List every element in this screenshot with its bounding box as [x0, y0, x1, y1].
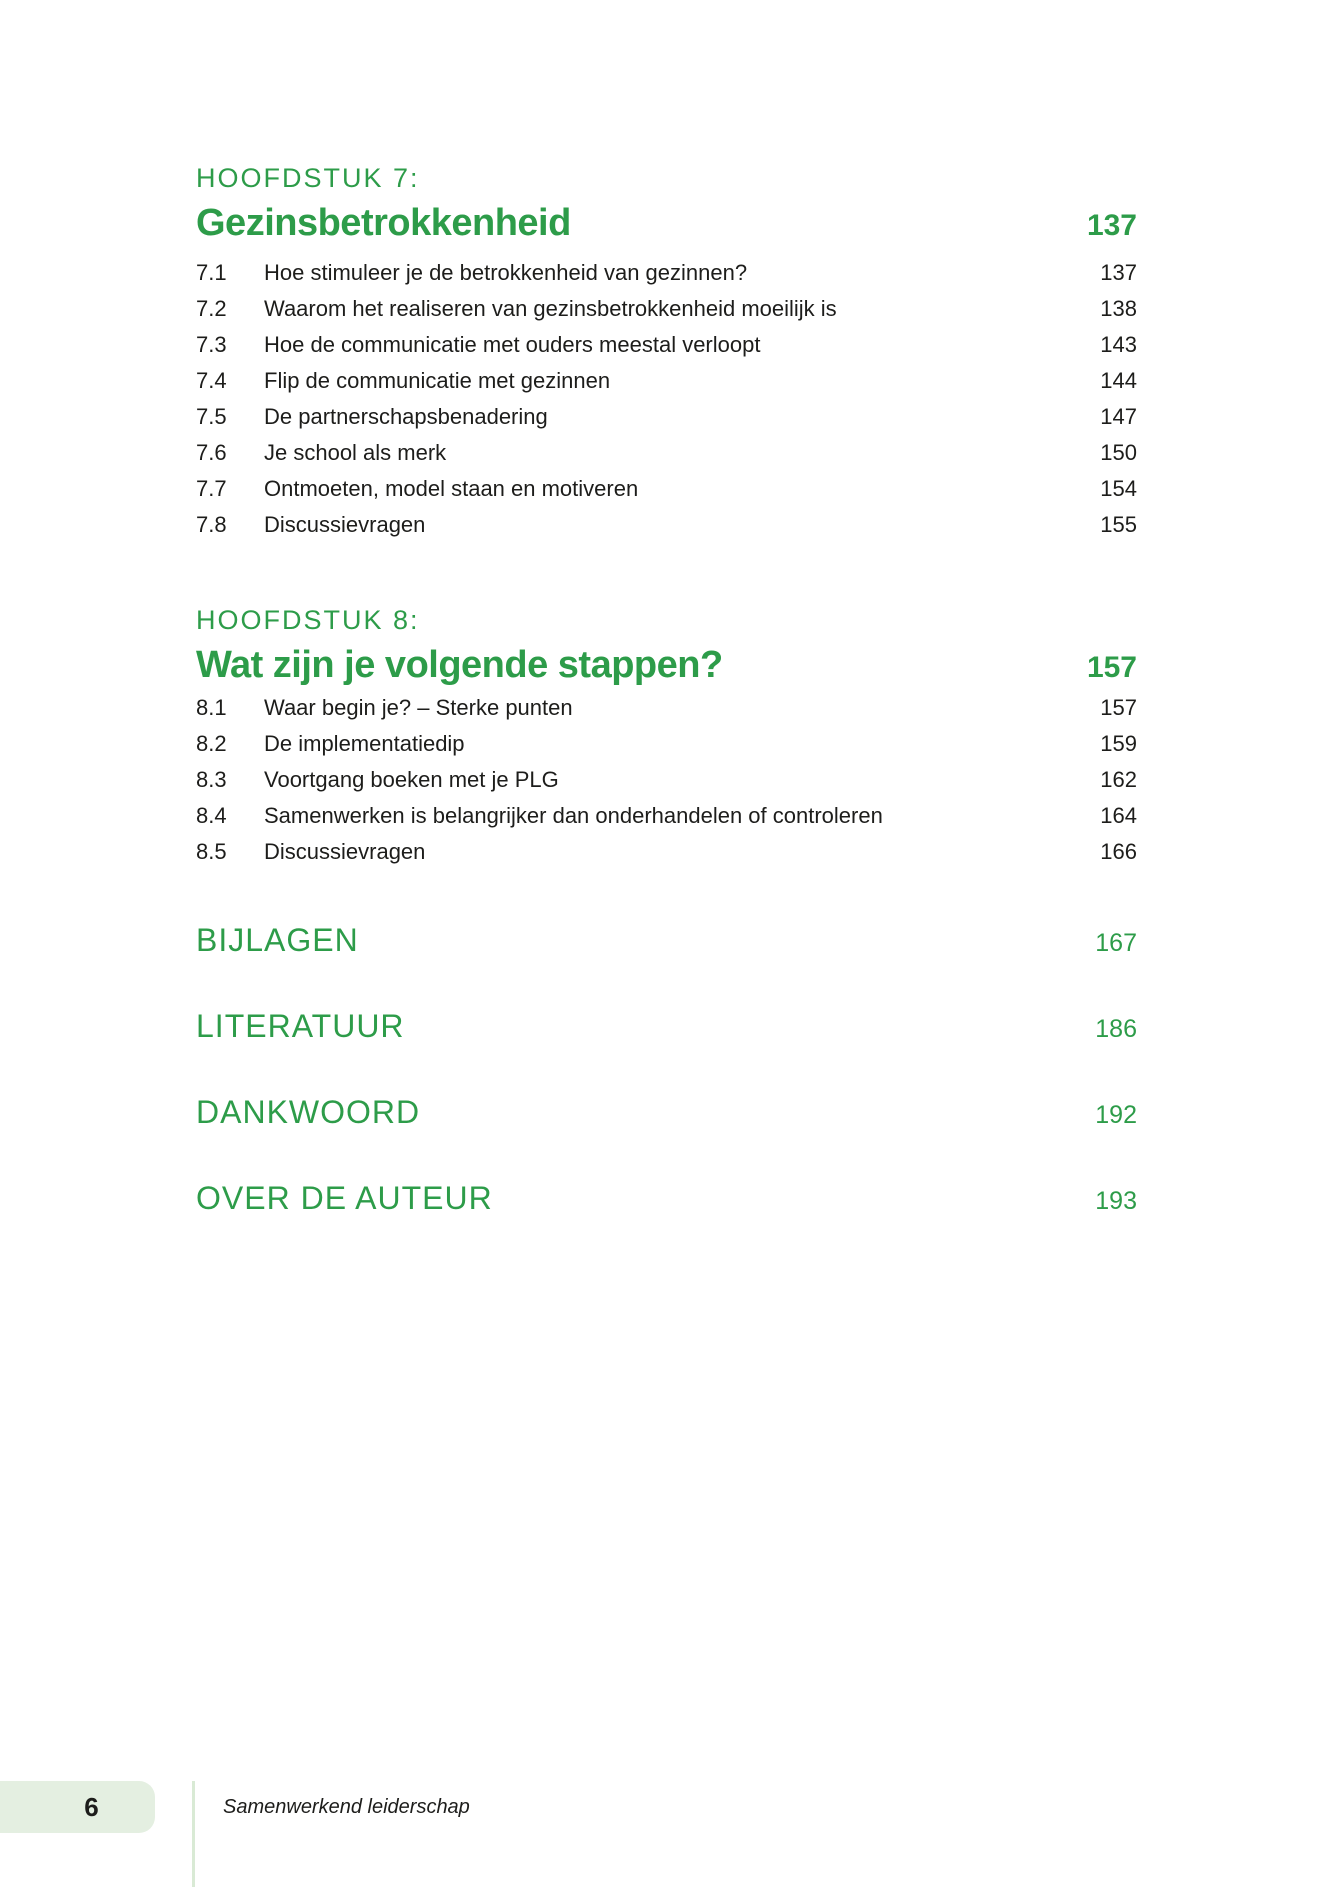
toc-entry [196, 255, 1137, 291]
entry-number: 7.1 [196, 260, 227, 285]
entry-page: 162 [1100, 767, 1137, 792]
chapter-7-title: Gezinsbetrokkenheid [196, 202, 571, 244]
backmatter-row-dankwoord [196, 1094, 1137, 1131]
entry-number: 7.6 [196, 440, 227, 465]
entry-number: 7.5 [196, 404, 227, 429]
entry-page: 166 [1100, 839, 1137, 864]
toc-entry [196, 726, 1137, 762]
toc-entry [196, 435, 1137, 471]
entry-number: 7.7 [196, 476, 227, 501]
backmatter-row-literatuur [196, 1008, 1137, 1045]
entry-page: 155 [1100, 512, 1137, 537]
backmatter-page: 186 [1095, 1015, 1137, 1043]
entry-number: 7.8 [196, 512, 227, 537]
backmatter-title: DANKWOORD [196, 1094, 421, 1130]
toc-entry [196, 363, 1137, 399]
chapter-7-page-number: 137 [1086, 209, 1137, 242]
entry-page: 157 [1100, 695, 1137, 720]
entry-title: De implementatiedip [264, 731, 465, 756]
entry-title: Discussievragen [264, 512, 426, 537]
backmatter-page: 192 [1095, 1101, 1137, 1129]
entry-page: 164 [1100, 803, 1137, 828]
entry-title: Ontmoeten, model staan en motiveren [264, 476, 639, 501]
entry-title: De partnerschapsbenadering [264, 404, 548, 429]
entry-page: 147 [1100, 404, 1137, 429]
entry-number: 8.5 [196, 839, 227, 864]
entry-page: 159 [1100, 731, 1137, 756]
entry-number: 8.4 [196, 803, 227, 828]
entry-number: 7.4 [196, 368, 227, 393]
entry-page: 150 [1100, 440, 1137, 465]
entry-number: 7.3 [196, 332, 227, 357]
entry-title: Waarom het realiseren van gezinsbetrokkenheid moeilijk is [264, 296, 837, 321]
entry-page: 154 [1100, 476, 1137, 501]
toc-entry [196, 399, 1137, 435]
footer-book-title: Samenwerkend leiderschap [223, 1796, 470, 1818]
backmatter-title: OVER DE AUTEUR [196, 1180, 493, 1216]
entry-title: Je school als merk [264, 440, 447, 465]
entry-page: 137 [1100, 260, 1137, 285]
chapter-8-title-row [196, 645, 1137, 685]
backmatter-row-bijlagen [196, 922, 1137, 959]
toc-entry [196, 762, 1137, 798]
entry-page: 138 [1100, 296, 1137, 321]
toc-entry [196, 471, 1137, 507]
entry-title: Voortgang boeken met je PLG [264, 767, 559, 792]
backmatter-title: BIJLAGEN [196, 922, 359, 958]
backmatter-page: 193 [1095, 1187, 1137, 1215]
entry-number: 8.1 [196, 695, 227, 720]
chapter-7-entries [196, 255, 1137, 543]
chapter-7-title-row [196, 203, 1137, 243]
entry-page: 143 [1100, 332, 1137, 357]
toc-entry [196, 690, 1137, 726]
footer-divider [192, 1781, 195, 1887]
backmatter-row-over-de-auteur [196, 1180, 1137, 1217]
entry-title: Discussievragen [264, 839, 426, 864]
chapter-8-entries [196, 690, 1137, 870]
toc-entry [196, 798, 1137, 834]
backmatter-title: LITERATUUR [196, 1008, 405, 1044]
entry-number: 8.3 [196, 767, 227, 792]
entry-title: Samenwerken is belangrijker dan onderhandelen of controleren [264, 803, 883, 828]
footer-page-number: 6 [84, 1791, 99, 1822]
chapter-8-kicker: HOOFDSTUK 8: [196, 605, 420, 635]
toc-entry [196, 291, 1137, 327]
entry-page: 144 [1100, 368, 1137, 393]
chapter-8-page-number: 157 [1086, 651, 1137, 684]
entry-title: Hoe de communicatie met ouders meestal verloopt [264, 332, 761, 357]
footer-page-number-box [0, 1781, 155, 1833]
entry-title: Hoe stimuleer je de betrokkenheid van gezinnen? [264, 260, 748, 285]
entry-number: 7.2 [196, 296, 227, 321]
entry-number: 8.2 [196, 731, 227, 756]
entry-title: Waar begin je? – Sterke punten [264, 695, 573, 720]
entry-title: Flip de communicatie met gezinnen [264, 368, 611, 393]
chapter-8-title: Wat zijn je volgende stappen? [196, 644, 723, 686]
toc-entry [196, 327, 1137, 363]
backmatter-page: 167 [1095, 929, 1137, 957]
chapter-7-kicker: HOOFDSTUK 7: [196, 163, 420, 193]
toc-entry [196, 834, 1137, 870]
toc-entry [196, 507, 1137, 543]
